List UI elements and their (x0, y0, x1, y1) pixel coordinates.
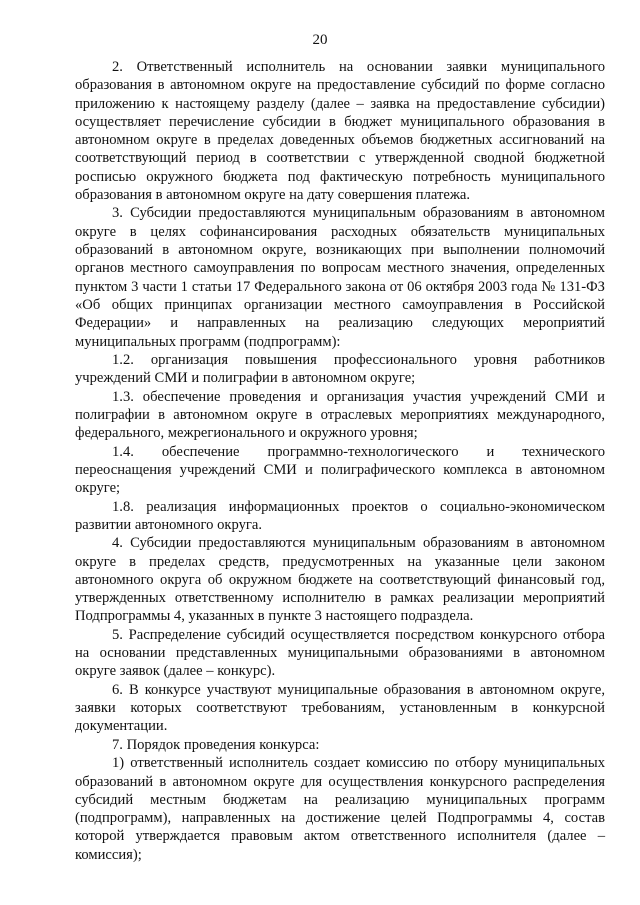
paragraph-7: 7. Порядок проведения конкурса: (112, 736, 320, 753)
page-number: 20 (312, 32, 328, 48)
paragraph-4: 4. Субсидии предоставляются муниципальным образованиям в автономном округе в пределах средств, предусмотренных на указанные цели законом автономного округа об окружном бюджете на соответствующий финансовый год, утвержденных ответственному исполнителю в рамках реализации мероприятий Подпрограммы 4, указанных в пункте 3 настоящего подраздела. (75, 535, 605, 625)
paragraph-5: 5. Распределение субсидий осуществляется посредством конкурсного отбора на основании представленных муниципальными образованиями в автономном округе заявок (далее – конкурс). (75, 626, 605, 680)
document-body (75, 58, 605, 864)
paragraph-6: 6. В конкурсе участвуют муниципальные образования в автономном округе, заявки которых соответствуют требованиям, установленным в конкурсной документации. (75, 681, 605, 735)
item-1-4: 1.4. обеспечение программно-технологического и технического переоснащения учреждений СМИ и полиграфического комплекса в автономном округе; (75, 443, 605, 497)
paragraph-3: 3. Субсидии предоставляются муниципальным образованиям в автономном округе в целях софинансирования расходных обязательств муниципальных образований в автономном округе, возникающих при выполнении полномочий органов местного самоуправления по вопросам местного значения, определенных пунктом 3 части 1 статьи 17 Федерального закона от 06 октября 2003 года № 131-ФЗ «Об общих принципах организации местного самоуправления в Российской Федерации» и направленных на реализацию следующих мероприятий муниципальных программ (подпрограмм): (75, 205, 605, 350)
item-1-3: 1.3. обеспечение проведения и организация участия учреждений СМИ и полиграфии в автономном округе в отраслевых мероприятиях международного, федерального, межрегионального и окружного уровня; (75, 388, 605, 442)
item-1-8: 1.8. реализация информационных проектов о социально-экономическом развитии автономного округа. (75, 498, 605, 533)
item-1-2: 1.2. организация повышения профессионального уровня работников учреждений СМИ и полиграфии в автономном округе; (75, 351, 605, 387)
item-7-1: 1) ответственный исполнитель создает комиссию по отбору муниципальных образований в автономном округе для осуществления конкурсного распределения субсидий местным бюджетам на реализацию муниципальных программ (подпрограмм), направленных на достижение целей Подпрограммы 4, состав которой утверждается правовым актом ответственного исполнителя (далее – комиссия); (75, 755, 605, 863)
paragraph-2: 2. Ответственный исполнитель на основании заявки муниципального образования в автономном округе на предоставление субсидий по форме согласно приложению к настоящему разделу (далее – заявка на предоставление субсидии) осуществляет перечисление субсидии в бюджет муниципального образования в автономном округе в пределах доведенных объемов бюджетных ассигнований на соответствующий период в соответствии с утвержденной сводной бюджетной росписью окружного бюджета под фактическую потребность муниципального образования в автономном округе на дату совершения платежа. (75, 59, 605, 204)
